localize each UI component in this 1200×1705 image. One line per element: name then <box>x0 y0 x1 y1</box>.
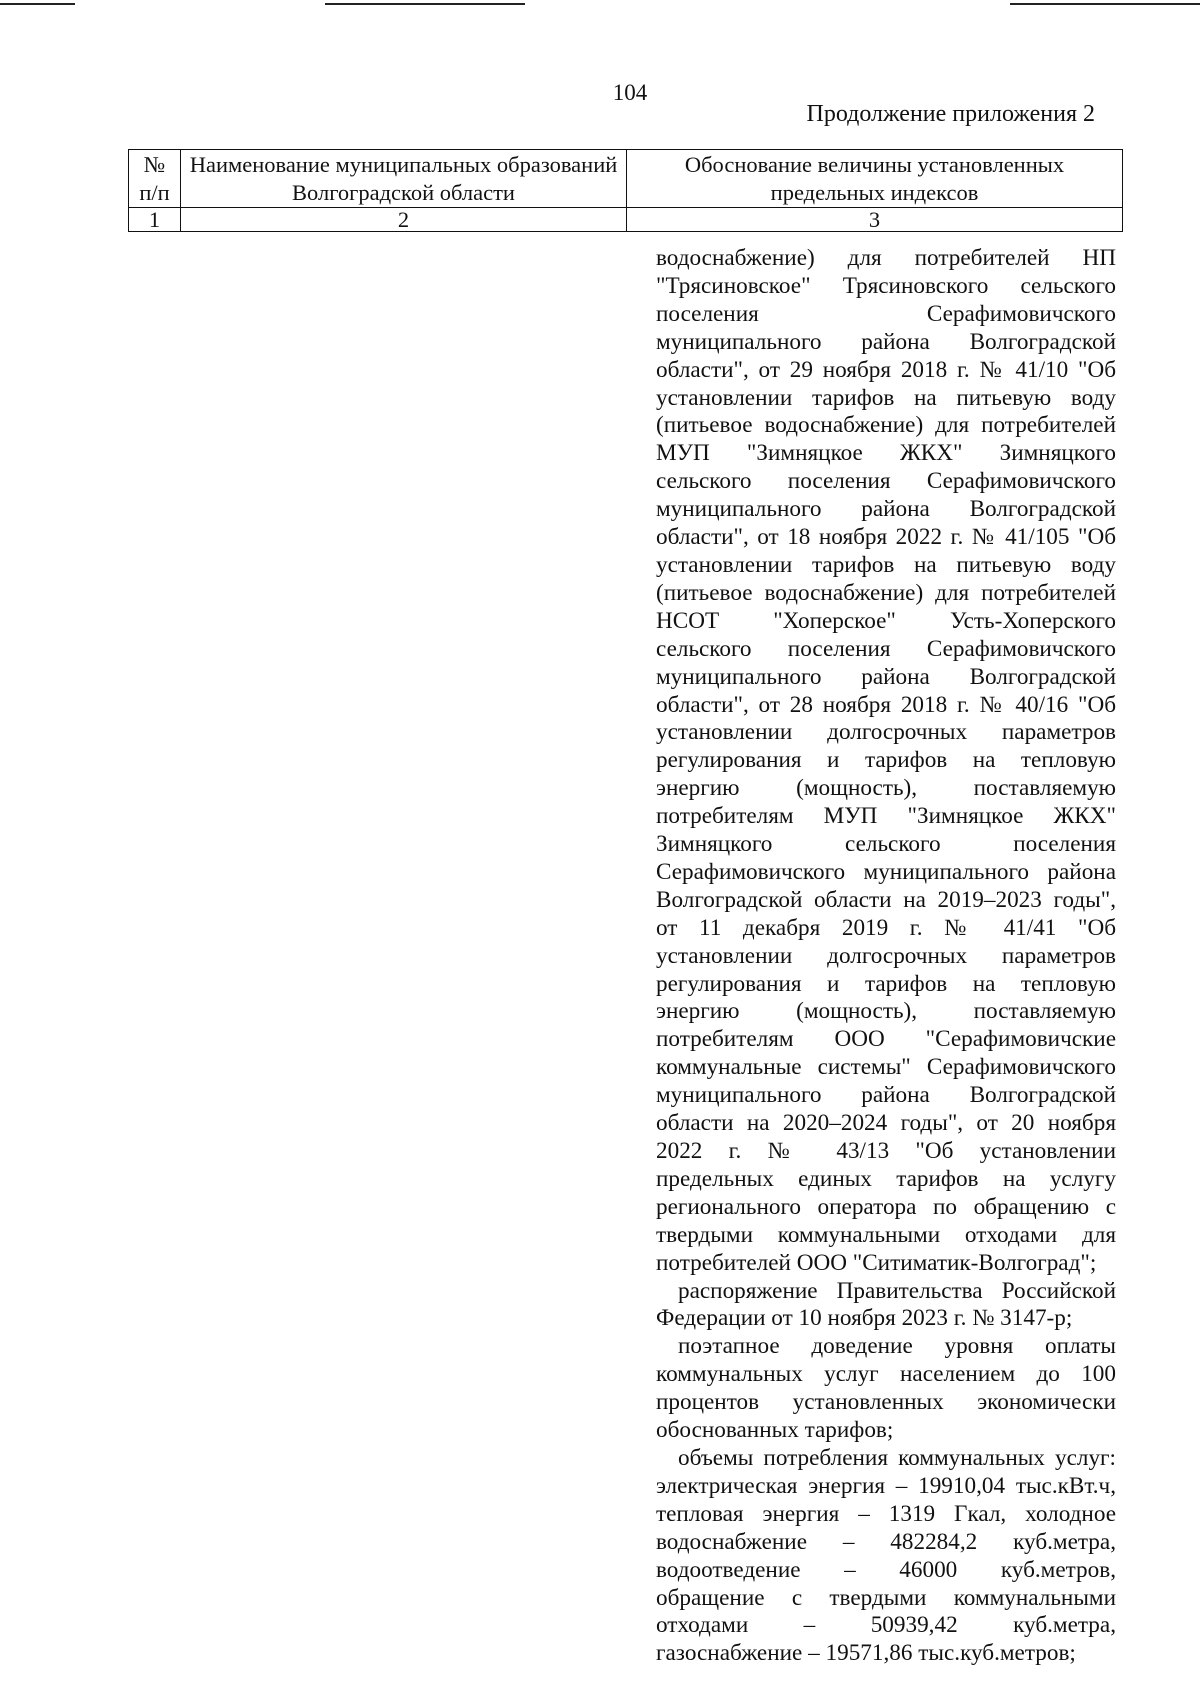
column-number-2: 2 <box>181 208 627 232</box>
column-number-3: 3 <box>627 208 1123 232</box>
column-number-row <box>129 208 1123 232</box>
header-cell-municipality-name: Наименование муниципальных образований Волгоградской области <box>181 150 627 208</box>
header-table <box>128 149 1123 232</box>
header-cell-number: № п/п <box>129 150 181 208</box>
appendix-continuation-note: Продолжение приложения 2 <box>806 101 1095 127</box>
scan-edge-line-center <box>325 3 525 5</box>
header-cell-justification: Обоснование величины установленных предельных индексов <box>627 150 1123 208</box>
header-row <box>129 150 1123 208</box>
justification-text <box>656 245 1116 1668</box>
page-number: 104 <box>612 80 648 105</box>
column-number-1: 1 <box>129 208 181 232</box>
scan-edge-line-right <box>1010 3 1200 5</box>
paragraph-consumption-volumes: объемы потребления коммунальных услуг: электрическая энергия – 19910,04 тыс.кВт.ч, тепловая энергия – 1319 Гкал, холодное водоснабжение – 482284,2 куб.метра, водоотведение – 46000 куб.метров, обращение с твердыми коммунальными отходами – 50939,42 куб.метра, газоснабжение – 19571,86 тыс.куб.метров; <box>656 1444 1116 1667</box>
scan-edge-line-left <box>0 3 75 5</box>
paragraph-tariff-decisions: водоснабжение) для потребителей НП "Трясиновское" Трясиновского сельского поселения Серафимовичского муниципального района Волгоградской области", от 29 ноября 2018 г. № 41/10 "Об установлении тарифов на питьевую воду (питьевое водоснабжение) для потребителей МУП "Зимняцкое ЖКХ" Зимняцкого сельского поселения Серафимовичского муниципального района Волгоградской области", от 18 ноября 2022 г. № 41/105 "Об установлении тарифов на питьевую воду (питьевое водоснабжение) для потребителей НСОТ "Хоперское" Усть-Хоперского сельского поселения Серафимовичского муниципального района Волгоградской области", от 28 ноября 2018 г. № 40/16 "Об установлении долгосрочных параметров регулирования и тарифов на тепловую энергию (мощность), поставляемую потребителям МУП "Зимняцкое ЖКХ" Зимняцкого сельского поселения Серафимовичского муниципального района Волгоградской области на 2019–2023 годы", от 11 декабря 2019 г. № 41/41 "Об установлении долгосрочных параметров регулирования и тарифов на тепловую энергию (мощность), поставляемую потребителям ООО "Серафимовичские коммунальные системы" Серафимовичского муниципального района Волгоградской области на 2020–2024 годы", от 20 ноября 2022 г. № 43/13 "Об установлении предельных единых тарифов на услугу регионального оператора по обращению с твердыми коммунальными отходами для потребителей ООО "Ситиматик-Волгоград"; <box>656 245 1116 1276</box>
paragraph-payment-level: поэтапное доведение уровня оплаты коммунальных услуг населением до 100 процентов установленных экономически обоснованных тарифов; <box>656 1333 1116 1444</box>
paragraph-government-order: распоряжение Правительства Российской Федерации от 10 ноября 2023 г. № 3147-р; <box>656 1277 1116 1332</box>
